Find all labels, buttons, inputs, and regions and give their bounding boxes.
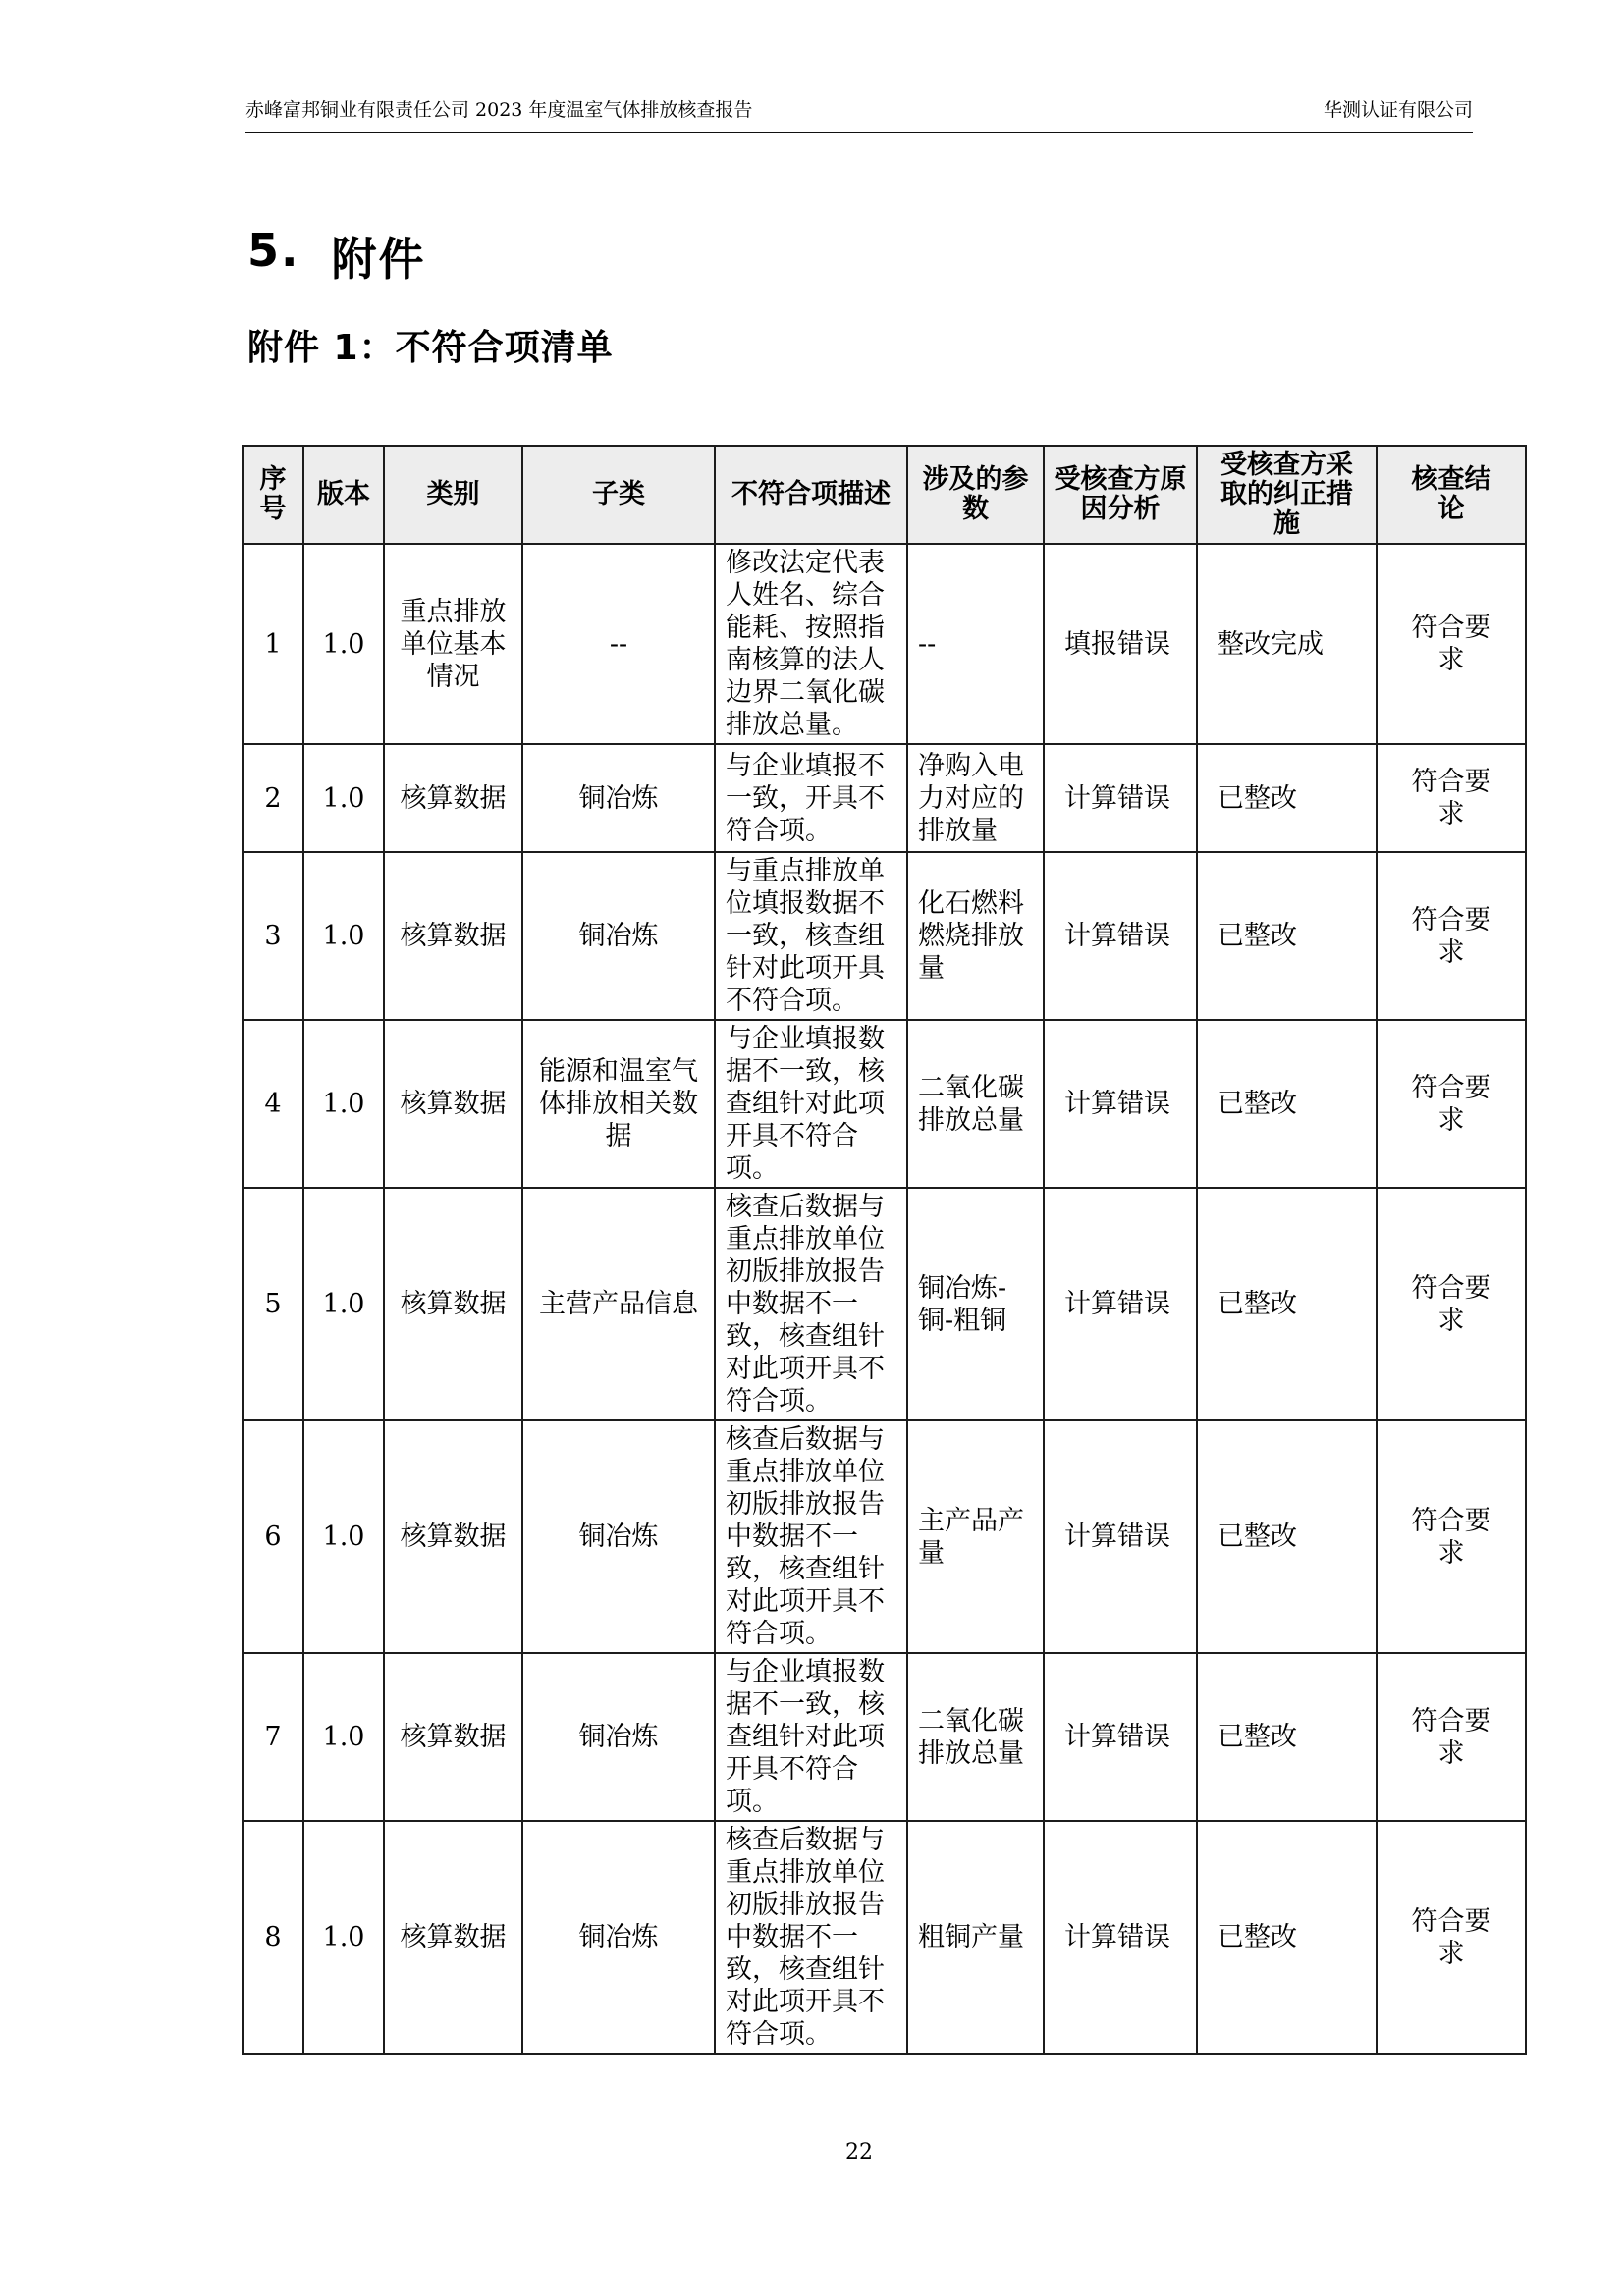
col-header-subcategory: 子类 bbox=[522, 446, 715, 544]
subsection-heading: 附件 1：不符合项清单 bbox=[247, 328, 614, 368]
cell-version: 1.0 bbox=[303, 1653, 384, 1821]
col-header-conclusion: 核查结论 bbox=[1377, 446, 1526, 544]
cell-seq: 6 bbox=[243, 1420, 303, 1653]
cell-cause-analysis: 计算错误 bbox=[1044, 1420, 1197, 1653]
cell-seq: 7 bbox=[243, 1653, 303, 1821]
section-name: 附件 bbox=[331, 233, 426, 286]
cell-category: 核算数据 bbox=[384, 1821, 522, 2054]
cell-seq: 1 bbox=[243, 544, 303, 744]
cell-subcategory: 能源和温室气体排放相关数据 bbox=[522, 1020, 715, 1188]
col-header-parameter: 涉及的参数 bbox=[907, 446, 1044, 544]
cell-corrective-action: 已整改 bbox=[1197, 1420, 1377, 1653]
table-row bbox=[243, 744, 1526, 852]
table-body bbox=[243, 544, 1526, 2054]
table-row bbox=[243, 852, 1526, 1020]
cell-description: 修改法定代表人姓名、综合能耗、按照指南核算的法人边界二氧化碳排放总量。 bbox=[715, 544, 907, 744]
cell-description: 与重点排放单位填报数据不一致，核查组针对此项开具不符合项。 bbox=[715, 852, 907, 1020]
cell-version: 1.0 bbox=[303, 1020, 384, 1188]
cell-corrective-action: 已整改 bbox=[1197, 1653, 1377, 1821]
cell-description: 与企业填报不一致，开具不符合项。 bbox=[715, 744, 907, 852]
cell-parameter: -- bbox=[907, 544, 1044, 744]
col-header-category: 类别 bbox=[384, 446, 522, 544]
cell-seq: 5 bbox=[243, 1188, 303, 1420]
cell-version: 1.0 bbox=[303, 1420, 384, 1653]
cell-version: 1.0 bbox=[303, 1188, 384, 1420]
cell-conclusion: 符合要求 bbox=[1377, 744, 1526, 852]
cell-version: 1.0 bbox=[303, 1821, 384, 2054]
cell-description: 与企业填报数据不一致，核查组针对此项开具不符合项。 bbox=[715, 1020, 907, 1188]
cell-corrective-action: 已整改 bbox=[1197, 744, 1377, 852]
cell-description: 与企业填报数据不一致，核查组针对此项开具不符合项。 bbox=[715, 1653, 907, 1821]
cell-seq: 4 bbox=[243, 1020, 303, 1188]
cell-category: 核算数据 bbox=[384, 1188, 522, 1420]
cell-seq: 8 bbox=[243, 1821, 303, 2054]
cell-parameter: 二氧化碳排放总量 bbox=[907, 1020, 1044, 1188]
table-row bbox=[243, 1420, 1526, 1653]
cell-conclusion: 符合要求 bbox=[1377, 852, 1526, 1020]
col-header-corrective-action: 受核查方采取的纠正措施 bbox=[1197, 446, 1377, 544]
col-header-cause-analysis: 受核查方原因分析 bbox=[1044, 446, 1197, 544]
cell-version: 1.0 bbox=[303, 744, 384, 852]
cell-conclusion: 符合要求 bbox=[1377, 1188, 1526, 1420]
cell-version: 1.0 bbox=[303, 852, 384, 1020]
cell-conclusion: 符合要求 bbox=[1377, 1653, 1526, 1821]
col-header-seq: 序号 bbox=[243, 446, 303, 544]
cell-cause-analysis: 计算错误 bbox=[1044, 1821, 1197, 2054]
cell-description: 核查后数据与重点排放单位初版排放报告中数据不一致，核查组针对此项开具不符合项。 bbox=[715, 1821, 907, 2054]
cell-conclusion: 符合要求 bbox=[1377, 1821, 1526, 2054]
cell-subcategory: 铜冶炼 bbox=[522, 744, 715, 852]
cell-corrective-action: 整改完成 bbox=[1197, 544, 1377, 744]
header-left-text: 赤峰富邦铜业有限责任公司 2023 年度温室气体排放核查报告 bbox=[245, 99, 753, 121]
cell-conclusion: 符合要求 bbox=[1377, 544, 1526, 744]
cell-cause-analysis: 填报错误 bbox=[1044, 544, 1197, 744]
cell-parameter: 铜冶炼-铜-粗铜 bbox=[907, 1188, 1044, 1420]
cell-conclusion: 符合要求 bbox=[1377, 1020, 1526, 1188]
section-heading bbox=[247, 224, 425, 289]
cell-category: 核算数据 bbox=[384, 852, 522, 1020]
cell-subcategory: -- bbox=[522, 544, 715, 744]
cell-corrective-action: 已整改 bbox=[1197, 852, 1377, 1020]
cell-parameter: 净购入电力对应的排放量 bbox=[907, 744, 1044, 852]
cell-category: 重点排放单位基本情况 bbox=[384, 544, 522, 744]
section-number: 5. bbox=[247, 224, 300, 277]
cell-subcategory: 铜冶炼 bbox=[522, 852, 715, 1020]
col-header-version: 版本 bbox=[303, 446, 384, 544]
cell-category: 核算数据 bbox=[384, 744, 522, 852]
cell-category: 核算数据 bbox=[384, 1653, 522, 1821]
cell-cause-analysis: 计算错误 bbox=[1044, 852, 1197, 1020]
table-header-row bbox=[243, 446, 1526, 544]
cell-parameter: 化石燃料燃烧排放量 bbox=[907, 852, 1044, 1020]
cell-subcategory: 铜冶炼 bbox=[522, 1420, 715, 1653]
cell-subcategory: 铜冶炼 bbox=[522, 1653, 715, 1821]
running-header bbox=[245, 98, 1473, 133]
col-header-description: 不符合项描述 bbox=[715, 446, 907, 544]
cell-cause-analysis: 计算错误 bbox=[1044, 1020, 1197, 1188]
nonconformity-table-wrap bbox=[242, 445, 1527, 2055]
cell-parameter: 主产品产量 bbox=[907, 1420, 1044, 1653]
cell-conclusion: 符合要求 bbox=[1377, 1420, 1526, 1653]
cell-cause-analysis: 计算错误 bbox=[1044, 1653, 1197, 1821]
cell-description: 核查后数据与重点排放单位初版排放报告中数据不一致，核查组针对此项开具不符合项。 bbox=[715, 1188, 907, 1420]
cell-category: 核算数据 bbox=[384, 1420, 522, 1653]
cell-description: 核查后数据与重点排放单位初版排放报告中数据不一致，核查组针对此项开具不符合项。 bbox=[715, 1420, 907, 1653]
table-row bbox=[243, 1653, 1526, 1821]
table-row bbox=[243, 1020, 1526, 1188]
cell-parameter: 粗铜产量 bbox=[907, 1821, 1044, 2054]
header-right-text: 华测认证有限公司 bbox=[1323, 99, 1473, 121]
cell-subcategory: 主营产品信息 bbox=[522, 1188, 715, 1420]
cell-corrective-action: 已整改 bbox=[1197, 1020, 1377, 1188]
table-row bbox=[243, 544, 1526, 744]
table-row bbox=[243, 1188, 1526, 1420]
cell-category: 核算数据 bbox=[384, 1020, 522, 1188]
cell-cause-analysis: 计算错误 bbox=[1044, 1188, 1197, 1420]
cell-corrective-action: 已整改 bbox=[1197, 1188, 1377, 1420]
page-number: 22 bbox=[845, 2140, 873, 2164]
cell-seq: 2 bbox=[243, 744, 303, 852]
cell-corrective-action: 已整改 bbox=[1197, 1821, 1377, 2054]
cell-parameter: 二氧化碳排放总量 bbox=[907, 1653, 1044, 1821]
cell-subcategory: 铜冶炼 bbox=[522, 1821, 715, 2054]
cell-version: 1.0 bbox=[303, 544, 384, 744]
cell-seq: 3 bbox=[243, 852, 303, 1020]
cell-cause-analysis: 计算错误 bbox=[1044, 744, 1197, 852]
nonconformity-table bbox=[242, 445, 1527, 2055]
table-row bbox=[243, 1821, 1526, 2054]
page-footer bbox=[245, 2140, 1473, 2164]
